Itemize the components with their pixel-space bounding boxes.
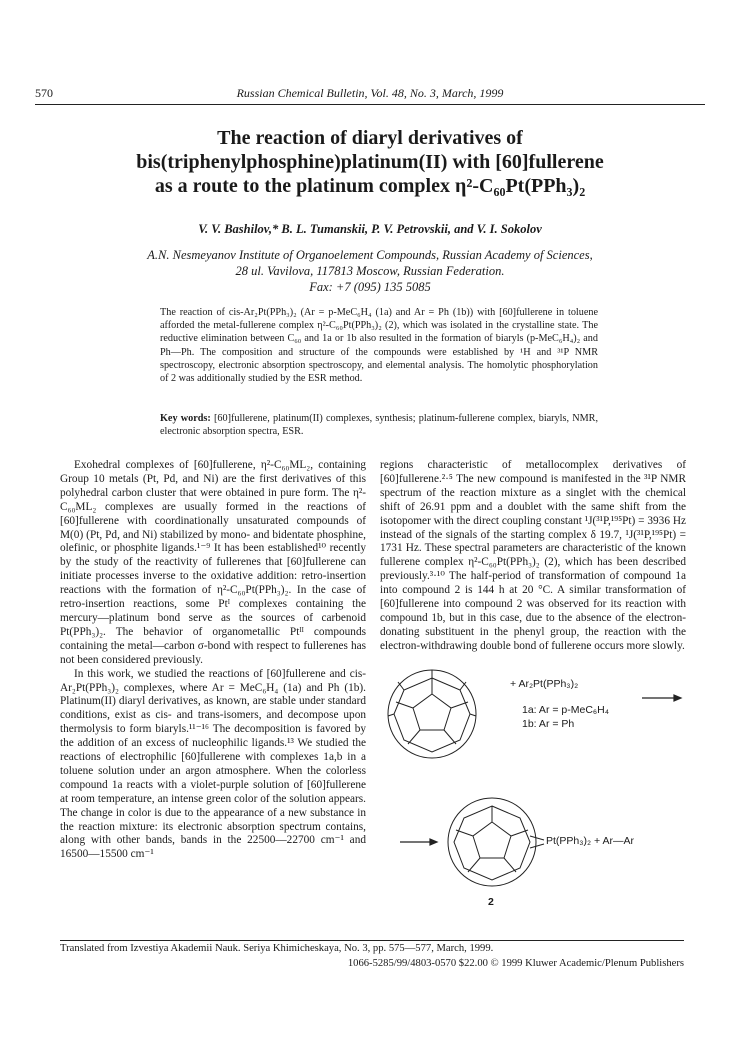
copyright-line: 1066-5285/99/4803-0570 $22.00 © 1999 Kluwer Academic/Plenum Publishers xyxy=(347,958,684,969)
affiliation-line-3: Fax: +7 (095) 135 5085 xyxy=(309,280,431,294)
keywords-text: [60]fullerene, platinum(II) complexes, synthesis; platinum-fullerene complex, biaryls, NMR, electronic absorption spectra, ESR. xyxy=(160,413,598,438)
scheme-condition-1b: 1b: Ar = Ph xyxy=(522,718,575,730)
scheme-product: Pt(PPh₃)₂ + Ar—Ar xyxy=(546,835,634,847)
running-header xyxy=(35,86,705,105)
body-column-right xyxy=(380,459,686,654)
body-column-left xyxy=(60,459,366,862)
footnote-divider xyxy=(60,940,684,941)
translation-footnote: Translated from Izvestiya Akademii Nauk. Seriya Khimicheskaya, No. 3, pp. 575—577, March, 1999. xyxy=(60,943,494,954)
paragraph: In this work, we studied the reactions of [60]fullerene and cis-Ar₂Pt(PPh₃)₂ complexes, where Ar = MeC₆H₄ (1a) and Ph (1b). Platinum(II) diaryl derivatives, as known, are stable under standard conditions, exist as cis- and trans-isomers, and decompose upon thermolysis to form biaryls.¹¹⁻¹⁶ The decomposition is favored by the addition of an excess of nucleophilic ligands.¹³ We studied the reactions of electrophilic [60]fullerene with complexes 1a,b in a toluene solution under an argon atmosphere. When the colorless compound 1a reacts with a violet-purple solution of [60]fullerene at room temperature, an intense green color of the solution appears. The change in color is due to the appearance of a new substance in the reaction mixture: its electronic absorption spectrum contains, along with other bands, bands in the 22500—22700 cm⁻¹ and 16500—15500 cm⁻¹ xyxy=(60,667,366,861)
keywords-label: Key words: xyxy=(160,413,211,424)
affiliation xyxy=(70,247,670,295)
title-line-3: as a route to the platinum complex η²-C₆₀Pt(PPh₃)₂ xyxy=(154,175,586,197)
title-line-1: The reaction of diaryl derivatives of xyxy=(217,127,523,149)
affiliation-line-2: 28 ul. Vavilova, 117813 Moscow, Russian Federation. xyxy=(235,264,505,278)
fullerene-product-icon xyxy=(448,798,544,886)
abstract: The reaction of cis-Ar₂Pt(PPh₃)₂ (Ar = p-MeC₆H₄ (1a) and Ar = Ph (1b)) with [60]fullerene in toluene afforded the metal-fullerene complex η²-C₆₀Pt(PPh₃)₂ (2), which was isolated in the crystalline state. The reductive elimination between C₆₀ and 1a or 1b also resulted in the formation of biaryls (p-MeC₆H₄)₂ and Ph—Ph. The composition and structure of the compounds were established by ¹H and ³¹P NMR spectroscopy, electronic absorption spectroscopy, and elemental analysis. The homolytic phosphorylation of 2 was additionally studied by the ESR method. xyxy=(160,307,598,385)
page-number: 570 xyxy=(35,86,53,100)
paragraph: regions characteristic of metallocomplex derivatives of [60]fullerene.²·⁵ The new compound is manifested in the ³¹P NMR spectrum of the reaction mixture as a singlet with the chemical shift of 26.91 ppm and a doublet with the same shift from the isotopomer with the direct coupling constant ¹J(³¹P,¹⁹⁵Pt) = 3936 Hz instead of the signals of the starting complex δ 19.7, ¹J(³¹P,¹⁹⁵Pt) = 1731 Hz. These spectral parameters are characteristic of the known fullerene complex η²-C₆₀Pt(PPh₃)₂ (2), which has been described previously.³·¹⁰ The half-period of transformation of compound 1a into compound 2 is 144 h at 20 °C. A similar transformation of [60]fullerene into compound 2 was observed for its reaction with compound 1b, but in this case, due to the absence of the electron-donating substituent in the phenyl group, the reaction with the electron-withdrawing double bond of fullerene occurs more slowly. xyxy=(380,459,686,652)
fullerene-reactant-icon xyxy=(388,670,476,758)
paragraph: Exohedral complexes of [60]fullerene, η²-C₆₀ML₂, containing Group 10 metals (Pt, Pd, and Ni) are the first derivatives of this polyhedral carbon cluster that were obtained in pure form. The η²-C₆₀ML₂ complexes are usually formed in the reactions of [60]fullerene with coordinationally unsaturated compounds of M(0) (Pt, Pd, and Ni) stabilized by mono- and bidentate phosphine, olefinic, or phosphite ligands.¹⁻⁹ It has been established¹⁰ recently by the study of the reactivity of fullerenes that [60]fullerene can initiate processes inverse to the oxidative addition: retro-insertion reactions with the formation of η²-C₆₀Pt(PPh₃)₂. In the case of retro-insertion reactions, some Ptᴵ complexes containing the mercury—platinum bond serve as the sources of carbenoid Pt(PPh₃)₂. The behavior of organometallic Ptᴵᴵ compounds containing the metal—carbon σ-bond with respect to fullerenes has not been considered previously. xyxy=(60,459,366,666)
reaction-arrow-icon xyxy=(642,695,681,701)
scheme-product-label: 2 xyxy=(488,896,494,908)
keywords xyxy=(160,412,598,438)
scheme-reagent: + Ar₂Pt(PPh₃)₂ xyxy=(510,678,579,690)
reaction-arrow-icon xyxy=(400,839,437,845)
scheme-condition-1a: 1a: Ar = p-MeC₆H₄ xyxy=(522,704,610,716)
author-list: V. V. Bashilov,* B. L. Tumanskii, P. V. Petrovskii, and V. I. Sokolov xyxy=(198,222,542,236)
article-title xyxy=(60,126,680,198)
reaction-scheme xyxy=(380,664,686,934)
title-line-2: bis(triphenylphosphine)platinum(II) with [60]fullerene xyxy=(136,151,604,173)
journal-citation: Russian Chemical Bulletin, Vol. 48, No. 3, March, 1999 xyxy=(236,86,504,100)
affiliation-line-1: A.N. Nesmeyanov Institute of Organoelement Compounds, Russian Academy of Sciences, xyxy=(147,248,593,262)
